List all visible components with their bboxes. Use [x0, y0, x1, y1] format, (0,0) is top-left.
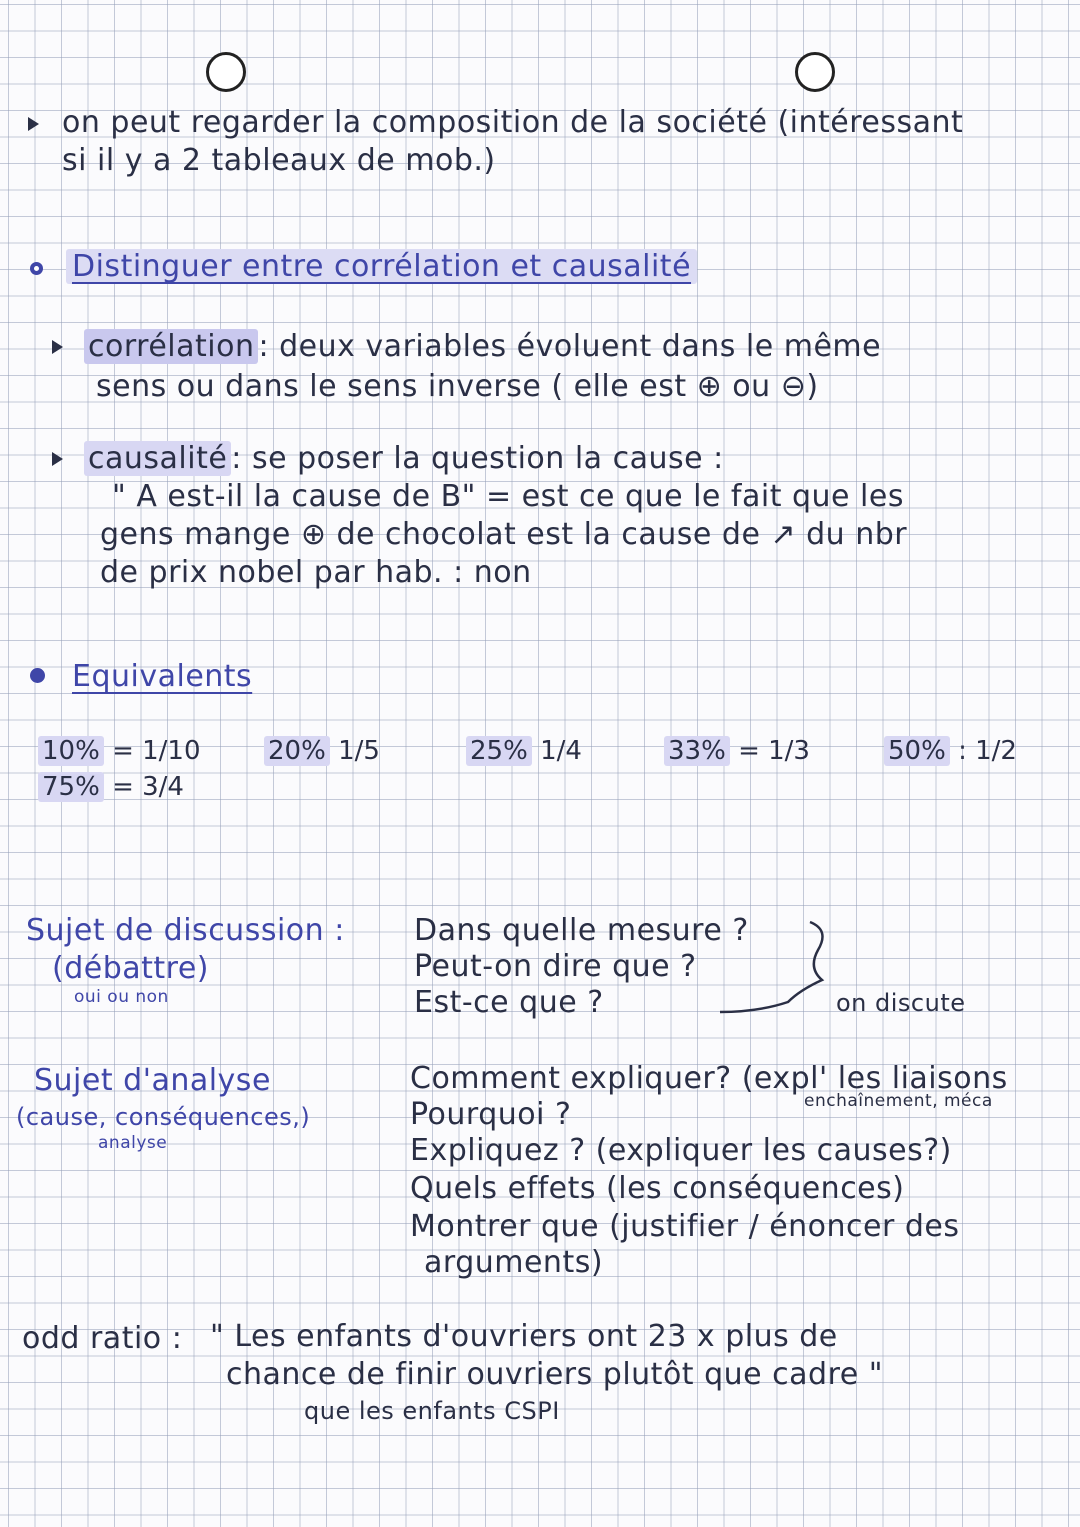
discussion-sublabel: (débattre): [52, 951, 209, 986]
discussion-label: Sujet de discussion :: [26, 913, 345, 948]
analyse-question-1: Comment expliquer? (expl' les liaisons: [410, 1061, 1008, 1096]
analyse-question-6: arguments): [424, 1245, 604, 1280]
causalite-definition-1: : se poser la question la cause :: [231, 441, 724, 476]
intro-line-1: on peut regarder la composition de la société (intéressant: [62, 105, 964, 140]
section-bullet-icon: [30, 262, 43, 275]
odds-line-3: que les enfants CSPI: [304, 1397, 560, 1425]
analyse-question-4: Quels effets (les conséquences): [410, 1171, 905, 1206]
arrow-bullet-icon: [52, 452, 63, 466]
equivalent-20: 20% 1/5: [264, 736, 380, 766]
analyse-question-1-note: enchaînement, méca: [804, 1091, 993, 1111]
equivalent-33: 33% = 1/3: [664, 736, 810, 766]
causalite-line-4: de prix nobel par hab. : non: [100, 555, 532, 590]
analyse-note: analyse: [98, 1133, 168, 1153]
causalite-line-2: " A est-il la cause de B" = est ce que le fait que les: [112, 479, 904, 514]
correlation-definition-1: : deux variables évoluent dans le même: [258, 329, 882, 364]
binder-hole-left: [206, 52, 246, 92]
section-title-correlation: [66, 250, 697, 284]
discussion-conclusion: on discute: [836, 989, 966, 1017]
arrow-bullet-icon: [28, 117, 39, 131]
binder-hole-right: [795, 52, 835, 92]
equivalent-50: 50% : 1/2: [884, 736, 1017, 766]
equivalent-10: 10% = 1/10: [38, 736, 201, 766]
odds-line-2: chance de finir ouvriers plutôt que cadre ": [226, 1357, 884, 1392]
discussion-question-1: Dans quelle mesure ?: [414, 913, 749, 948]
correlation-line-2: sens ou dans le sens inverse ( elle est ⊕ ou ⊖): [96, 369, 819, 404]
discussion-question-2: Peut-on dire que ?: [414, 949, 697, 984]
arrow-bullet-icon: [52, 340, 63, 354]
intro-line-2: si il y a 2 tableaux de mob.): [62, 143, 496, 178]
discussion-question-3: Est-ce que ?: [414, 985, 604, 1020]
equivalent-75: 75% = 3/4: [38, 772, 184, 802]
correlation-line-1: [84, 330, 881, 364]
odds-label: odd ratio :: [22, 1321, 183, 1356]
causalite-line-1: [84, 442, 724, 476]
causalite-line-3: gens mange ⊕ de chocolat est la cause de ↗ du nbr: [100, 517, 908, 552]
discussion-note: oui ou non: [74, 987, 169, 1007]
analyse-label: Sujet d'analyse: [34, 1063, 271, 1098]
analyse-question-5: Montrer que (justifier / énoncer des: [410, 1209, 960, 1244]
analyse-sublabel: (cause, conséquences,): [16, 1103, 311, 1131]
analyse-question-3: Expliquez ? (expliquer les causes?): [410, 1133, 952, 1168]
causalite-term: causalité: [84, 441, 231, 476]
equivalent-25: 25% 1/4: [466, 736, 582, 766]
analyse-question-2: Pourquoi ?: [410, 1097, 572, 1132]
section-title-equivalents: Equivalents: [72, 659, 253, 694]
correlation-term: corrélation: [84, 329, 258, 364]
section-bullet-icon: [30, 668, 45, 683]
section-title-text: Distinguer entre corrélation et causalité: [66, 249, 697, 284]
odds-line-1: " Les enfants d'ouvriers ont 23 x plus de: [210, 1319, 838, 1354]
